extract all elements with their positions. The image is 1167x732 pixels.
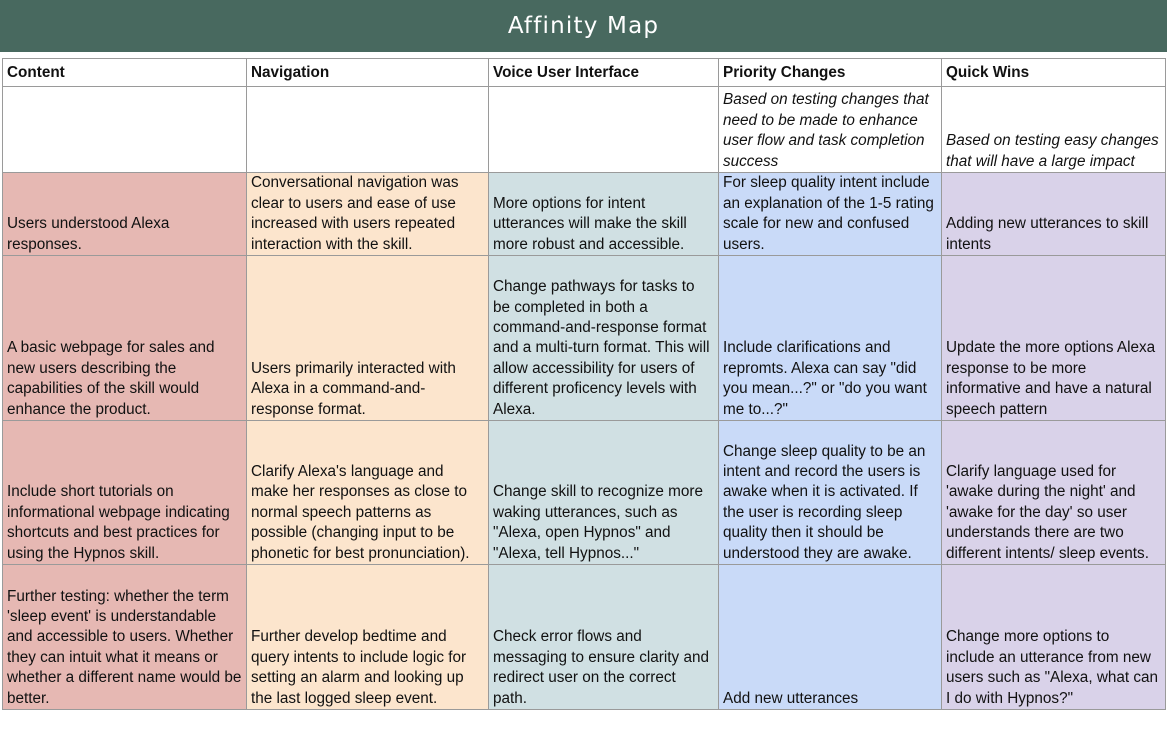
column-header-content: Content bbox=[3, 59, 247, 87]
header-row bbox=[3, 59, 1166, 87]
navigation-cell: Further develop bedtime and query intents to include logic for setting an alarm and looking up the last logged sleep event. bbox=[247, 565, 489, 710]
navigation-cell: Conversational navigation was clear to users and ease of use increased with users repeated interaction with the skill. bbox=[247, 173, 489, 256]
desc-cell-navigation bbox=[247, 87, 489, 173]
desc-cell-voice bbox=[489, 87, 719, 173]
priority-cell: Include clarifications and repromts. Alexa can say "did you mean...?" or "do you want me to...?" bbox=[719, 256, 942, 421]
description-row bbox=[3, 87, 1166, 173]
content-cell: A basic webpage for sales and new users describing the capabilities of the skill would enhance the product. bbox=[3, 256, 247, 421]
priority-cell: Change sleep quality to be an intent and record the users is awake when it is activated. If the user is recording sleep quality then it should be understood they are awake. bbox=[719, 421, 942, 565]
column-header-priority: Priority Changes bbox=[719, 59, 942, 87]
priority-cell: Add new utterances bbox=[719, 565, 942, 710]
content-cell: Include short tutorials on informational webpage indicating shortcuts and best practices for using the Hypnos skill. bbox=[3, 421, 247, 565]
quick-wins-cell: Update the more options Alexa response to be more informative and have a natural speech pattern bbox=[942, 256, 1166, 421]
navigation-cell: Clarify Alexa's language and make her responses as close to normal speech patterns as possible (changing input to be phonetic for best pronunciation). bbox=[247, 421, 489, 565]
content-cell: Further testing: whether the term 'sleep event' is understandable and accessible to users. Whether they can intuit what it means or whether a different name would be better. bbox=[3, 565, 247, 710]
page-title-banner bbox=[0, 0, 1167, 52]
desc-cell-priority: Based on testing changes that need to be made to enhance user flow and task completion success bbox=[719, 87, 942, 173]
desc-cell-content bbox=[3, 87, 247, 173]
quick-wins-cell: Adding new utterances to skill intents bbox=[942, 173, 1166, 256]
column-header-navigation: Navigation bbox=[247, 59, 489, 87]
table-row bbox=[3, 421, 1166, 565]
desc-cell-quick-wins: Based on testing easy changes that will have a large impact bbox=[942, 87, 1166, 173]
content-cell: Users understood Alexa responses. bbox=[3, 173, 247, 256]
table-row bbox=[3, 173, 1166, 256]
column-header-quick-wins: Quick Wins bbox=[942, 59, 1166, 87]
quick-wins-cell: Clarify language used for 'awake during the night' and 'awake for the day' so user understands there are two different intents/ sleep events. bbox=[942, 421, 1166, 565]
voice-cell: Change pathways for tasks to be completed in both a command-and-response format and a multi-turn format. This will allow accessibility for users of different proficency levels with Alexa. bbox=[489, 256, 719, 421]
table-row bbox=[3, 256, 1166, 421]
priority-cell: For sleep quality intent include an explanation of the 1-5 rating scale for new and confused users. bbox=[719, 173, 942, 256]
navigation-cell: Users primarily interacted with Alexa in a command-and-response format. bbox=[247, 256, 489, 421]
column-header-voice: Voice User Interface bbox=[489, 59, 719, 87]
voice-cell: More options for intent utterances will make the skill more robust and accessible. bbox=[489, 173, 719, 256]
quick-wins-cell: Change more options to include an utterance from new users such as "Alexa, what can I do with Hypnos?" bbox=[942, 565, 1166, 710]
affinity-table bbox=[2, 58, 1166, 710]
voice-cell: Check error flows and messaging to ensure clarity and redirect user on the correct path. bbox=[489, 565, 719, 710]
voice-cell: Change skill to recognize more waking utterances, such as "Alexa, open Hypnos" and "Alexa, tell Hypnos..." bbox=[489, 421, 719, 565]
page-title: Affinity Map bbox=[507, 13, 660, 39]
table-row bbox=[3, 565, 1166, 710]
